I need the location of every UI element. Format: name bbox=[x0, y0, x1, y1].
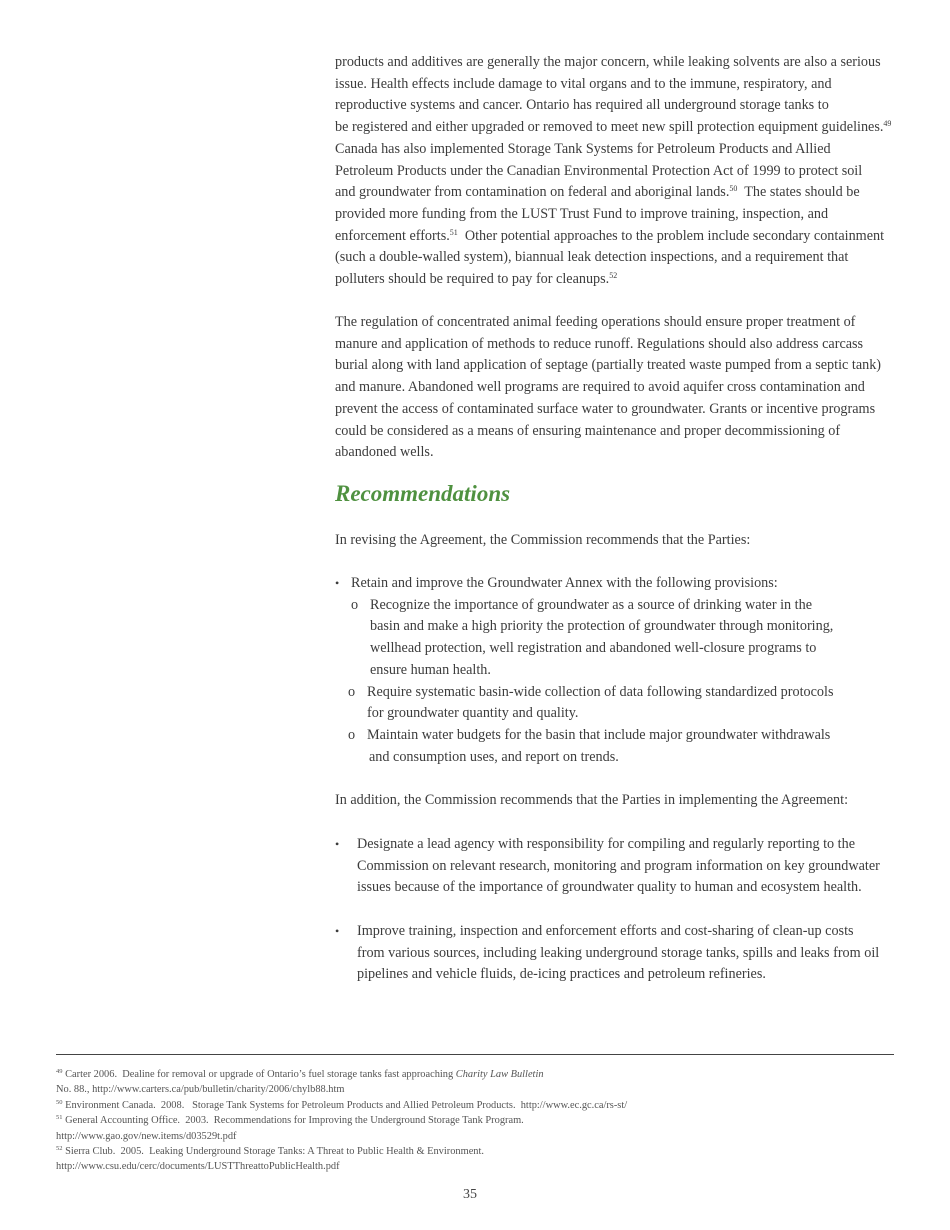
footnote-text: General Accounting Office. 2003. Recommendations for Improving the Underground Storage Tank Program. bbox=[65, 1115, 524, 1127]
list-item-text: Retain and improve the Groundwater Annex with the following provisions: bbox=[351, 575, 778, 591]
text-line: for groundwater quantity and quality. bbox=[367, 705, 579, 722]
text-line: reproductive systems and cancer. Ontario has required all underground storage tanks to bbox=[335, 97, 829, 114]
sub-bullet-icon: o bbox=[348, 683, 356, 700]
text-line: issues because of the importance of groundwater quality to human and ecosystem health. bbox=[357, 879, 862, 896]
bullet-icon: • bbox=[335, 924, 340, 938]
text-line: basin and make a high priority the protection of groundwater through monitoring, bbox=[370, 618, 834, 635]
paragraph-animal-feeding bbox=[335, 312, 915, 464]
text-line: Maintain water budgets for the basin that include major groundwater withdrawals bbox=[367, 726, 831, 743]
text-line: manure and application of methods to reduce runoff. Regulations should also address carcass bbox=[335, 335, 864, 352]
text-line: products and additives are generally the major concern, while leaking solvents are also a serious bbox=[335, 54, 881, 70]
footnote-51 bbox=[56, 1113, 896, 1128]
text-line: provided more funding from the LUST Trust Fund to improve training, inspection, and bbox=[335, 205, 829, 222]
text-line: pipelines and vehicle fluids, de-icing practices and petroleum refineries. bbox=[357, 966, 766, 983]
text-line: The regulation of concentrated animal feeding operations should ensure proper treatment of bbox=[335, 314, 856, 330]
footnote-50 bbox=[56, 1098, 896, 1113]
sub-list-item bbox=[335, 682, 915, 725]
text-line: Designate a lead agency with responsibility for compiling and regularly reporting to the bbox=[357, 836, 855, 852]
text-segment: The states should be bbox=[737, 184, 860, 201]
list-item bbox=[335, 834, 915, 899]
text-segment: polluters should be required to pay for cleanups. bbox=[335, 271, 610, 288]
text-line: (such a double-walled system), biannual leak detection inspections, and a requirement that bbox=[335, 249, 849, 266]
footnotes bbox=[56, 1067, 896, 1175]
sub-bullet-icon: o bbox=[351, 596, 359, 613]
text-line: abandoned wells. bbox=[335, 444, 434, 461]
recommendations-intro: In revising the Agreement, the Commission recommends that the Parties: bbox=[335, 532, 751, 548]
footnote-ref-49[interactable]: 49 bbox=[883, 119, 892, 129]
text-line: and consumption uses, and report on trends. bbox=[369, 748, 619, 765]
section-heading: Recommendations bbox=[335, 481, 511, 506]
text-line: from various sources, including leaking underground storage tanks, spills and leaks from oil bbox=[357, 944, 880, 961]
footnote-number: 51 bbox=[56, 1114, 63, 1122]
footnote-number: 50 bbox=[56, 1098, 63, 1106]
footnote-text: Carter 2006. Dealine for removal or upgrade of Ontario’s fuel storage tanks fast approaching bbox=[65, 1069, 456, 1080]
text-segment: be registered and either upgraded or removed to meet new spill protection equipment guidelines. bbox=[335, 119, 884, 136]
list-item bbox=[335, 573, 915, 595]
text-line bbox=[335, 182, 915, 204]
text-line: wellhead protection, well registration and abandoned well-closure programs to bbox=[370, 640, 817, 657]
bullet-icon: • bbox=[335, 576, 340, 590]
text-segment: and groundwater from contamination on federal and aboriginal lands. bbox=[335, 184, 730, 201]
bullet-icon: • bbox=[335, 837, 340, 851]
text-line: and manure. Abandoned well programs are required to avoid aquifer cross contamination and bbox=[335, 379, 865, 396]
text-line: prevent the access of contaminated surface water to groundwater. Grants or incentive programs bbox=[335, 400, 876, 417]
sub-bullet-icon: o bbox=[348, 726, 356, 743]
footnote-52 bbox=[56, 1144, 896, 1159]
footnote-divider bbox=[56, 1054, 894, 1055]
footnote-text[interactable]: Environment Canada. 2008. Storage Tank Systems for Petroleum Products and Allied Petroleum Products. http://www.ec.gc.ca/rs-st/ bbox=[65, 1099, 628, 1111]
footnote-ref-50[interactable]: 50 bbox=[729, 184, 738, 194]
text-line: Commission on relevant research, monitoring and program information on key groundwater bbox=[357, 857, 880, 874]
recommendations-intro-2: In addition, the Commission recommends that the Parties in implementing the Agreement: bbox=[335, 792, 849, 808]
page-number: 35 bbox=[463, 1187, 477, 1202]
text-line bbox=[335, 269, 915, 291]
text-line: ensure human health. bbox=[370, 661, 491, 678]
footnote-49 bbox=[56, 1067, 896, 1082]
paragraph-storage-tanks bbox=[335, 52, 915, 291]
footnote-51-link[interactable]: http://www.gao.gov/new.items/d03529t.pdf bbox=[56, 1130, 237, 1142]
footnote-number: 49 bbox=[56, 1068, 63, 1075]
text-segment: enforcement efforts. bbox=[335, 227, 450, 244]
text-line: Improve training, inspection and enforcement efforts and cost-sharing of clean-up costs bbox=[357, 923, 854, 939]
sub-list-item bbox=[335, 595, 915, 682]
bullet-list-annex bbox=[335, 573, 915, 768]
text-line: Require systematic basin-wide collection of data following standardized protocols bbox=[367, 683, 834, 700]
footnote-number: 52 bbox=[56, 1145, 63, 1153]
footnote-text: Sierra Club. 2005. Leaking Underground Storage Tanks: A Threat to Public Health & Environment. bbox=[65, 1146, 484, 1158]
footnote-ref-51[interactable]: 51 bbox=[449, 227, 458, 237]
text-segment: Other potential approaches to the problem include secondary containment bbox=[457, 227, 885, 244]
sub-list-item bbox=[335, 725, 915, 768]
list-item bbox=[335, 921, 915, 986]
footnote-52-link[interactable]: http://www.csu.edu/cerc/documents/LUSTThreattoPublicHealth.pdf bbox=[56, 1161, 340, 1173]
footnote-publication: Charity Law Bulletin bbox=[455, 1069, 544, 1080]
text-line bbox=[335, 226, 915, 248]
text-line: Recognize the importance of groundwater as a source of drinking water in the bbox=[370, 596, 813, 613]
text-line: Petroleum Products under the Canadian Environmental Protection Act of 1999 to protect soil bbox=[335, 162, 863, 179]
text-line bbox=[335, 117, 915, 139]
text-line: Canada has also implemented Storage Tank Systems for Petroleum Products and Allied bbox=[335, 140, 831, 157]
text-line: could be considered as a means of ensuring maintenance and proper decommissioning of bbox=[335, 422, 841, 439]
text-line: burial along with land application of septage (partially treated waste pumped from a septic tank) bbox=[335, 357, 882, 374]
text-line: issue. Health effects include damage to vital organs and to the immune, respiratory, and bbox=[335, 75, 832, 92]
footnote-ref-52[interactable]: 52 bbox=[609, 271, 618, 281]
footnote-49-link[interactable]: No. 88., http://www.carters.ca/pub/bulletin/charity/2006/chylb88.htm bbox=[56, 1084, 345, 1096]
